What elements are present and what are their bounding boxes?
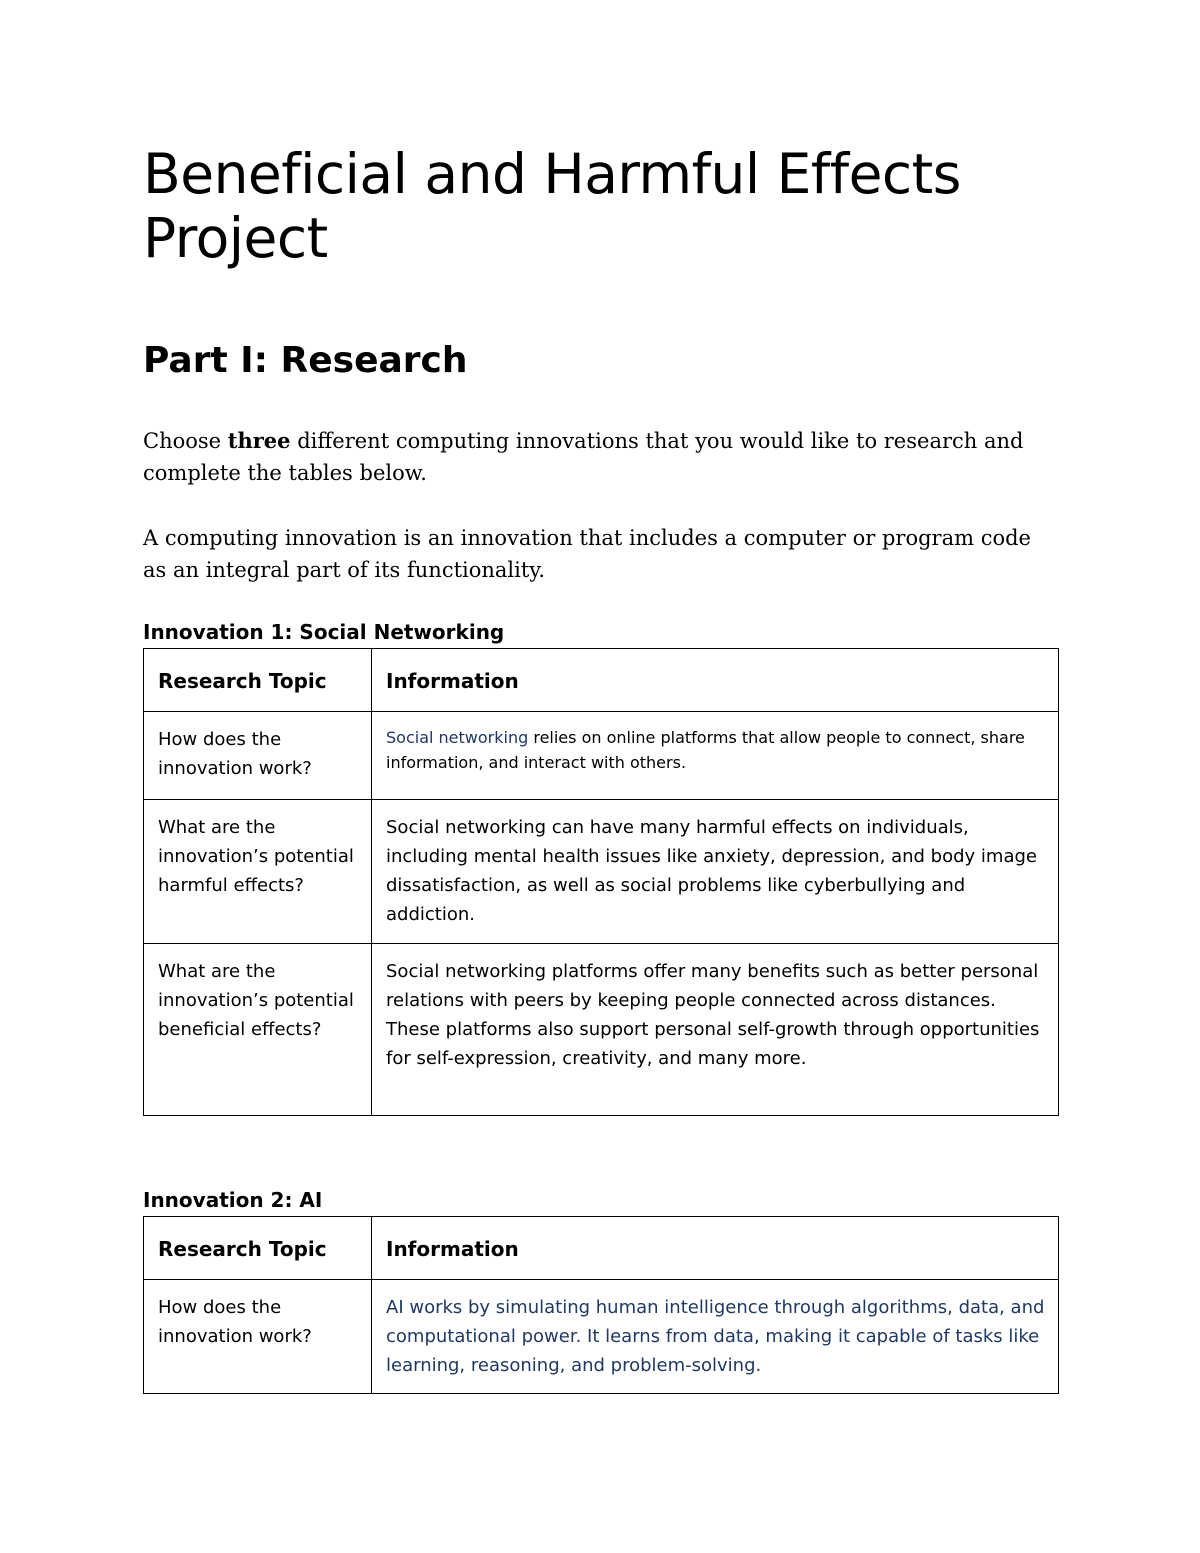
row-info [372,712,1059,800]
table-row [144,800,1059,944]
row-info: Social networking can have many harmful effects on individuals, including mental health issues like anxiety, depression, and body image dissatisfaction, as well as social problems like cyberbullying and addiction. [372,800,1059,944]
intro-text-before: Choose [143,429,228,453]
info-text: relies on online platforms that allow people to connect, share information, and interact with others. [386,728,1025,772]
table-row [144,1280,1059,1394]
intro-paragraph [143,425,1059,489]
part-heading: Part I: Research [143,340,468,381]
table-header-row [144,1217,1059,1280]
row-topic: How does the innovation work? [144,1280,372,1394]
innovation1-heading: Innovation 1: Social Networking [143,620,505,644]
table-row [144,712,1059,800]
row-topic: What are the innovation’s potential beneficial effects? [144,944,372,1116]
definition-paragraph: A computing innovation is an innovation that includes a computer or program code as an integral part of its functionality. [143,526,1031,582]
intro-text-bold: three [227,428,291,453]
header-research-topic: Research Topic [144,649,372,712]
row-info: Social networking platforms offer many benefits such as better personal relations with peers by keeping people connected across distances. These platforms also support personal self-growth through opportunities for self-expression, creativity, and many more. [372,944,1059,1116]
row-info: AI works by simulating human intelligence through algorithms, data, and computational power. It learns from data, making it capable of tasks like learning, reasoning, and problem-solving. [372,1280,1059,1394]
header-information: Information [372,1217,1059,1280]
intro-text-after: different computing innovations that you would like to research and complete the tables below. [143,429,1024,485]
row-topic: What are the innovation’s potential harmful effects? [144,800,372,944]
innovation2-table [143,1216,1059,1394]
innovation1-table [143,648,1059,1116]
table-row [144,944,1059,1116]
innovation2-heading: Innovation 2: AI [143,1188,323,1212]
document-title: Beneficial and Harmful Effects Project [143,142,961,270]
table-header-row [144,649,1059,712]
row-topic: How does the innovation work? [144,712,372,800]
header-research-topic: Research Topic [144,1217,372,1280]
header-information: Information [372,649,1059,712]
info-link-text: Social networking [386,728,529,747]
